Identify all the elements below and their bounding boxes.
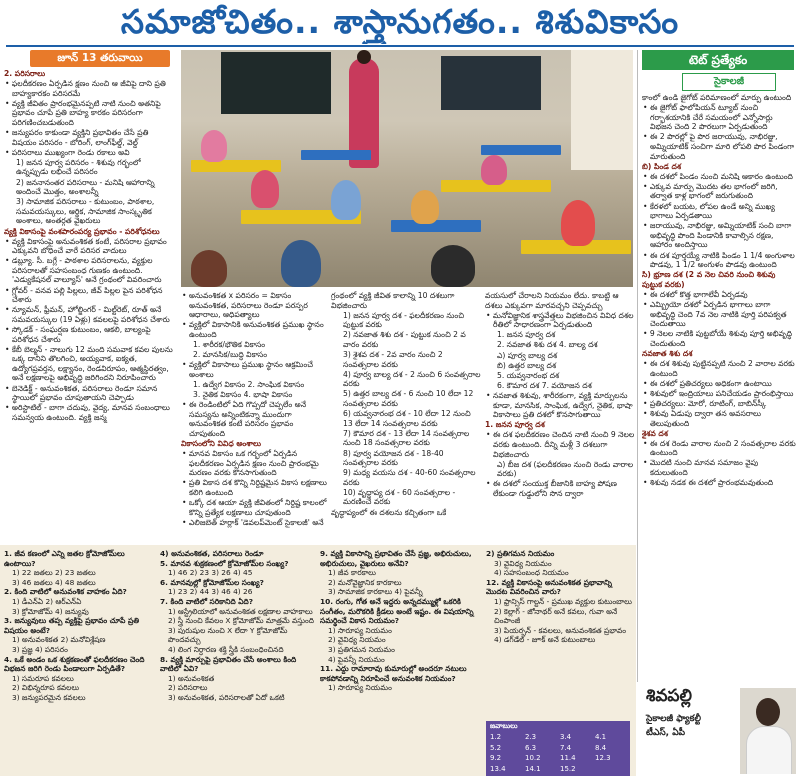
subheading: బి) పిండ దశ [642,161,682,171]
paragraph: • మనోవిజ్ఞానిక శాస్త్రవేత్తలు విభజించిన వివిధ దశల రీతిలో సాధారణంగా ఏర్పడుతుంది [485,311,635,330]
paragraph: 10) వృద్ధాప్య దశ - 60 సంవత్సరాల - మరణించే వరకు [343,487,456,507]
answers-row [488,753,628,764]
question-option: 1) డీఎన్ఏ 2) ఆర్ఎన్ఏ [12,596,82,606]
paragraph: ఎ) పూర్వ బాల్య దశ [497,350,558,360]
article-column-2 [181,291,327,543]
paragraph: • ఒక్కో దశ ఆయా వ్యక్తి జీవితంలో నిర్దిష్ట కాలంలో కొన్ని ప్రత్యేక లక్షణాలు చూపుతుంది [181,498,327,517]
question-option: 1) ఆస్ట్రేలియాలో అనువంశికత లక్షణాల వాహకాలు [168,606,313,616]
paragraph: • కేరళలో బయట, లోపల ఉండే అన్ని ముఖ్య భాగాలు ఏర్పడతాయి [642,202,796,221]
question-option: 3) పురుషుల నుంచి X లేదా Y క్రోమోజోమ్ పొందవచ్చు [168,625,288,645]
answers-table [488,732,628,774]
subheading: నవజాత శిశు దశ [642,348,693,358]
paragraph: • జరాయువు, నాభిరజ్జు, అమ్నియాటిక్ సంచి బాగా అభివృద్ధి పొంది పిండానికి కావాల్సిన రక్షణ, ఆహారం అందిస్తాయి [642,221,796,250]
paragraph: • కేబీ బెల్మన్ - నాలుగు 12 మంది సమవాక కవల పులను ఒక్క దానిని తొలగించి, అయ్యవాక, ఐక్యత, ఉద్యోగప్రవర్తన, లక్ష్యానం, రెండవిరూపం, ఆత్మస్థిరత్వం, అనే లక్షణాలపై అభివృద్ధి జరిగిందని నిరూపించారు [4,345,175,383]
question: 4. ఒకే అండం ఒక శుక్రకణంతో ఫలదీకరణం చెంది విభజన జరిగి రెండు పిండాలుగా ఏర్పడితే? [4,654,145,674]
author-designation: సైకాలజీ ఫ్యాకల్టీ [646,714,701,724]
subheading: వికాసంలోని వివిధ అంశాలు [181,438,261,448]
paragraph: • శిశువు నడక ఈ దశలో ప్రారంభమవుతుంది [642,478,796,488]
paragraph: 1) జనన పూర్వ దశ - ఫలదీకరణం నుంచి పుట్టుక వరకు [343,310,465,330]
answers-row [488,743,628,754]
question-option: 4) పైవన్నీ నియమం [328,654,385,664]
paragraph: • వ్యక్తిలో వికాసానికి అనువంశికత ప్రముఖ స్థానం ఉంటుంది [181,320,327,339]
paragraph: • పరిసరాలు ముఖ్యంగా రెండు రకాలు అవి [4,148,175,158]
blackboard-right [441,56,541,110]
question: 9. వ్యక్తి వికాసాన్ని ప్రభావితం చేసే ప్రజ్ఞ, అభిరుచులు, అభిరుచులు, వైఖరులు అనేవి? [320,549,472,568]
answer-cell: 14.1 [525,764,541,773]
question-option: 3) సామాజిక కారకాలు 4) పైవన్నీ [328,587,423,597]
paragraph: • మానవ వికాసం ఒక గర్భంలో ఏర్పడిన ఫలదీకరణం ఏర్పడిన క్షణం నుంచి ప్రారంభమై మరణం వరకు కొనసాగుతుంది [181,449,327,478]
subheading: శైశవ దశ [642,428,668,438]
answer-cell: 5.2 [490,743,502,752]
answer-cell: 11.4 [560,754,576,763]
paragraph: • డబ్ల్యూ. సీ. బగ్లే - పాఠశాల పరిసరాలను, వ్యక్తుల పరిసరాలతో సహసంబంధ గుణకం ఉంటుంది. 'ఎడ్యుకేషనల్ వాల్యూస్' అనే గ్రంథంలో వివరించారు [4,256,175,285]
question-option: 3) 46 జతలు 4) 48 జతలు [12,577,96,587]
paragraph: • ఈ దశ ఫలదీకరణం చెందిన నాటి నుంచి 9 నెలల వరకు ఉంటుంది. దీన్ని మళ్లీ 3 దశలుగా విభజించారు [485,430,635,459]
paragraph: • ప్రతిచర్యలు: మోరో, రూటింగ్, బాబిన్‌స్కీ [642,399,796,409]
article-column-3 [331,291,481,543]
window [571,50,633,170]
paragraph: • ఈ దశలో ప్రతిచర్యలు అధికంగా ఉంటాయి [642,379,796,389]
question: 1. జీవ కణంలో ఎన్ని జతల క్రోమోజోమ్‌లు ఉంటాయి? [4,549,125,568]
question-option: 3) వైవిధ్య నియమం [494,558,552,568]
paragraph: • స్కోడక్ - సంఘర్షణ కుటుంబం, ఆకలి, బాల్యంపై పరిశోధన చేశారు [4,325,175,344]
student [281,240,321,287]
question: 4) అనువంశికత, పరిసరాలు రెండూ [160,549,264,558]
answers-title: జవాబులు [490,722,518,730]
answers-row [488,764,628,775]
questions-column-2 [160,549,315,774]
question: 2. కింది వాటిలో అనువంశిక వాహకం ఏది? [4,587,127,597]
question: 2) ప్రతిగమన నియమం [486,549,555,558]
answer-cell: 8.4 [595,743,607,752]
author-shirt [746,726,792,774]
paragraph: • బెనెడిక్ట్ - అనువంశికత, పరిసరాలు రెండూ సమాన స్థాయిలో ప్రభావం చూపుతాయని చెప్పాడు [4,384,175,403]
paragraph: • వ్యక్తి జీవితం ప్రారంభమైనప్పటి నాటి నుంచి అతనిపై ప్రభావం చూపే ప్రతి బాహ్య కారకం పరిసరంగా పరిగణించబడుతుంది [4,99,175,128]
paragraph: 2) నవజాత శిశు దశ - పుట్టుక నుంచి 2 వ వారం వరకు [343,330,466,349]
article-column-4 [485,291,635,543]
blackboard [221,52,331,114]
student [411,190,439,224]
author-place: టీఎస్, ఏపీ [646,728,686,738]
answer-cell: 6.3 [525,743,537,752]
answer-cell: 12.3 [595,754,611,763]
paragraph: 1. శారీరక/భౌతిక వికాసం [193,339,266,349]
desk [481,145,561,155]
author-head [756,698,780,726]
question: 6. మానవుల్లో క్రోమోజోమ్‌ల సంఖ్య? [160,577,264,587]
special-banner: టెట్ ప్రత్యేకం [642,50,794,70]
paragraph: 3) సామాజిక పరిసరాలు - కుటుంబం, పాఠశాల, సమవయస్కులు, ఆర్థిక, సామాజిక సాంస్కృతిక అంశాలు, అంతర్గత వైఖరులు [16,197,155,226]
question-option: 2) వైవిధ్య నియమం [328,635,386,645]
article-column-5 [642,93,796,682]
paragraph: • వ్యక్తిలో వికాసాలు ప్రముఖ స్థానం ఆక్రమించే అంశాలు [181,360,327,379]
answer-cell: 1.2 [490,733,502,742]
question-option: 1) జీవ కారకాలు [328,568,376,578]
teacher-head [357,50,371,64]
paragraph: • 9 నెలల నాటికి పుట్టబోయే శిశువు పూర్తి అభివృద్ధి చెందుతుంది [642,329,796,348]
paragraph: • ఎమ్బ్రియో దశలో ఏర్పడిన భాగాలు బాగా అభివృద్ధి చెంది 7వ నెల నాటికి పూర్తి పరిపక్వత చెందుతాయి [642,300,796,329]
paragraph: వృద్ధాప్యంలో ఈ దశలను కచ్చితంగా ఒకే [331,507,447,517]
paragraph: • ఈ దశలో పిండం నుంచి మనిషి ఆకారం ఉంటుంది [642,172,796,182]
paragraph: • శిశువు ఏడుపు ద్వారా తన అవసరాలు తెలుపుతుంది [642,409,796,428]
desk [391,220,481,232]
student [561,200,595,246]
paragraph: • ఎలిజబెత్ హర్లాక్ 'డెవలప్‌మెంట్ సైకాలజీ' అనే [181,518,327,528]
question-option: 1) అనువంశికత [168,673,215,683]
answer-cell: 10.2 [525,754,541,763]
question: 7. కింది వాటిలో సరికానిది ఏది? [160,596,254,606]
headline: సమాజోచితం.. శాస్త్రానుగతం.. శిశువికాసం [120,2,680,41]
paragraph: • ఎక్కువ మార్పు మొదట తల భాగంలో జరిగి, తర్వాత కాళ్ల భాగంలో జరుగుతుంది [642,182,796,201]
subheading: సి) భ్రూణ దశ (2 వ నెల చివరి నుంచి శిశువు పుట్టుక వరకు) [642,270,776,289]
author-block [640,684,800,776]
paragraph: • ఈ జైగోట్ ఫాలోపియన్ ట్యూబ్ నుంచి గర్భాశయానికి చేరే సమయంలో ఎన్నోసార్లు విభజన చెంది 2 పొరలుగా ఏర్పడుతుంది [642,103,796,132]
subheading: 2. పరిసరాలు [4,69,46,78]
paragraph: 2. మానసిక/బుద్ధి వికాసం [193,350,268,360]
answer-cell: 15.2 [560,764,576,773]
question-option: 2) కెల్లాగ్ - జోనాథర్ అనే కవలు, గువా అనే చింపాంజీ [494,606,618,626]
paragraph: • నవజాత శిశువు, శారీరకంగా, వ్యక్తి మార్పులను కూడా, మానసిక, సాంఘిక, ఉద్వేగ, నైతిక, భాషా వికాసాలు ప్రతి దశలో కొనసాగుతాయి [485,391,635,420]
paragraph: • గ్లోవర్ - వనవ పల్లి పిల్లలు, జీవ్ పిల్లల పైన పరిశోధన చేశారు [4,286,175,305]
paragraph: • ఈ దశలో సంయుక్త బీజానికి బాహ్య పోషణ లేకుండా గుడ్డులోని సొన ద్వారా [485,479,635,498]
question-option: 1) సారూప్య నియమం [328,625,392,635]
column-divider [637,50,638,682]
paragraph: 7) కౌమార దశ - 13 లేదా 14 సంవత్సరాల నుంచి 18 సంవత్సరాల వరకు [343,428,470,448]
question-option: 3) జన్యుపరమైన కవలలు [12,692,86,702]
author-photo [740,688,796,774]
question: 5. మానవ శుక్రకణంలో క్రోమోజోమ్‌ల సంఖ్య? [160,558,289,568]
answer-cell [593,764,628,775]
paragraph: 3. నైతిక వికాసం 4. భాషా వికాసం [193,389,293,399]
question: 11. ఎద్దు రామారావు కుమారుల్లో అందరూ నటులు కాకపోవడాన్ని నిరూపించే అనువంశిక నియమం? [320,664,467,683]
answers-row [488,732,628,743]
paragraph: • వ్యక్తి వికాసంపై అనువంశికత కంటే, పరిసరాల ప్రభావం ఎక్కువని బోధించే వారే పరిసర వాదులు [4,237,175,256]
question-option: 3) అనువంశికత, పరిసరాలతో ఏదో ఒకటి [168,692,285,702]
student [201,130,227,162]
question: 8. వ్యక్తి మార్పుపై ప్రభావితం చేసే అంశాలు కింది వాటిలో ఏవి? [160,654,297,674]
desk [301,150,371,160]
question-option: 2) మనోవైజ్ఞానిక కారకాలు [328,577,402,587]
paragraph: 5. యవ్వనారంభ దశ [497,370,560,380]
question-option: 1) సమరూప కవలలు [12,673,74,683]
question-option: 2) పరిసరాలు [168,683,208,693]
answer-cell: 9.2 [490,754,502,763]
student [191,250,227,287]
questions-column-1 [4,549,154,774]
questions-column-3 [320,549,480,774]
paragraph: గ్రంథంలో వ్యక్తి జీవిత కాలాన్ని 10 దశలుగా విభజించారు [331,291,455,310]
question-option: 2) స్త్రీ నుంచి కేవలం X క్రోమోజోమ్ మాత్రమే వస్తుంది [168,616,314,626]
question: 3. జన్యువులు తప్ప వ్యక్తిపై ప్రభావం చూపే ప్రతి విషయం అంటే? [4,616,139,635]
answers-box [486,721,630,776]
question-option: 3) క్రోమోజోమ్ 4) జన్యువు [12,606,89,616]
section-tag: జూన్ 13 తరువాయి [30,50,170,67]
paragraph: • మొదటి నుంచి మానవ సమాజం వైపు కదులుతుంది [642,458,796,477]
question-option: 1) అనువంశికత 2) మనోవిశ్లేషణ [12,635,106,645]
paragraph: • ఈ రెండింటిలో ఏది గొప్పదో చెప్పలేం అనే సమస్యను అన్నింటికన్నా ముందుగా అనువంశికత కంటే పరిసరం ప్రభావం చూపుతుంది [181,400,327,438]
question-option: 3) పియర్సన్ - కవలలు, అనువంశికత ప్రభావం [494,625,626,635]
author-name: శివపల్లి [646,686,692,706]
question-option: 2) విభిన్నరూప కవలలు [12,683,80,693]
paragraph: 9) మధ్య వయసు దశ - 40-60 సంవత్సరాల వరకు [343,468,476,487]
paragraph: 6) యవ్వనారంభ దశ - 10 లేదా 12 నుంచి 13 లేదా 14 సంవత్సరాల వరకు [343,409,471,428]
paragraph: 2. నవజాత శిశు దశ 4. బాల్య దశ [497,340,598,350]
paragraph: కాంలో ఉండి జైగోట్ పరిమాణంలో మార్పు ఉంటుంది [642,93,792,102]
paragraph: 6. కౌమార దశ 7. వయోజన దశ [497,380,592,390]
paragraph: 3) శైశవ దశ - 2వ వారం నుంచి 2 సంవత్సరాల వరకు [343,350,443,369]
question-option: 1) 23 2) 44 3) 46 4) 26 [168,587,253,597]
subheading: 1. జనన పూర్వ దశ [485,420,545,430]
paragraph: వయసులో చేరాలని నియమం లేదు. కాబట్టి ఆ దశలు ఎక్కువగా మారవచ్చని చెప్పవచ్చు [485,291,619,310]
student [481,155,507,185]
answer-cell: 13.4 [490,764,506,773]
question-option: 4) లింగ నిర్ధారణ శక్తి స్త్రీకి సంబంధించినది [168,644,284,654]
question-option: 1) ఫ్రాన్సిస్ గాల్టన్ - ప్రముఖ వ్యక్తుల కుటుంబాలు [494,596,632,606]
paragraph: 1. జనన పూర్వ దశ [497,330,556,340]
headline-rule [6,45,794,47]
paragraph: 1) జనన పూర్వ పరిసరం - శిశువు గర్భంలో ఉన్నప్పుడు లభించే పరిసరం [16,157,141,177]
paragraph: 1. ఉద్వేగ వికాసం 2. సాంఘిక వికాసం [193,379,305,389]
paragraph: 8) పూర్వ వయోజన దశ - 18-40 సంవత్సరాల వరకు [343,448,444,468]
question-option: 4) సహసంబంధ నియమం [494,568,569,578]
answer-cell: 3.4 [560,733,572,742]
question-option: 1) సారూప్య నియమం [328,683,392,693]
question: 10. రంగు, గోత అనే ఇద్దరు అన్నదమ్ముళ్లో ఒకరికి సంగీతం, మరొకరికి క్రీడలు అంటే ఇష్టం. ఈ విషయాన్ని సమర్థించే వికాస నియమం? [320,596,474,626]
questions-column-4 [486,549,634,719]
question: 12. వ్యక్తి వికాసంపై అనువంశికత ప్రభావాన్ని మొదట వివరించిన వారు? [486,577,612,597]
article-column-1 [4,69,175,544]
paragraph: 2) జననానంతర పరిసరాలు - మనిషి ఆహారాన్ని అందించే మొత్తం, అంశాలన్నీ [16,177,155,197]
paragraph: • ఈ దశ రెండు వారాల నుంచి 2 సంవత్సరాల వరకు ఉంటుంది [642,439,796,458]
student [431,245,475,287]
paragraph: 4) పూర్వ బాల్య దశ - 2 నుంచి 6 సంవత్సరాల వరకు [343,369,481,389]
question-option: 4) డగ్‌డేల్ - జూక్ అనే కుటుంబాలు [494,635,596,645]
answer-cell: 7.4 [560,743,572,752]
paragraph: 5) ఉత్తర బాల్య దశ - 6 నుంచి 10 లేదా 12 సంవత్సరాల వరకు [343,389,474,409]
student [331,180,361,220]
paragraph: ఎ) బీజ దశ (ఫలదీకరణం నుంచి రెండు వారాల వరకు) [497,459,634,479]
paragraph: • అనువంశికత x పరిసరం = వికాసం అనువంశికత, పరిసరాలు రెండూ పరస్పర ఆధారాలు, ఆధిపత్యాలు [181,291,327,320]
paragraph: • ఈ దశ పూర్తయ్యే నాటికి పిండం 1 1/4 అంగుళాల పొడవు, 1 1/2 అంగుళం పొడవు ఉంటుంది [642,251,796,270]
paragraph: • అరిస్టాటిల్ - బాగా చదువు, వైద్య, మానవ సంబంధాలు సమన్వయ ఉంటుంది. వ్యక్తి జన్మ [4,403,175,422]
paragraph: • ఫలదీకరణం ఏర్పడిన క్షణం నుంచి ఆ జీవిపై దాని ప్రతి బాహ్యకారకం పరిసరమే [4,79,175,98]
answer-cell: 4.1 [595,733,607,742]
paragraph: • శిశువులో ఇంద్రియాలు పనిచేయడం ప్రారంభిస్తాయి [642,389,796,399]
answer-cell: 2.3 [525,733,537,742]
question-option: 3) ప్రజ్ఞ 4) పరిసరం [12,644,68,654]
paragraph: • న్యూమన్, ఫ్రీమన్, హోల్జింగర్ - మిల్ట్‌రెట్, రూత్ అనే సమవయస్కుల (19 ఏళ్లు) కవలలపై పరిశోధన చేశారు [4,305,175,324]
paragraph: • ఈ దశలో కొత్త భాగాలేవీ ఏర్పడవు [642,290,796,300]
paragraph: • ప్రతి వికాస దశ కొన్ని నిర్దిష్టమైన వికాస లక్షణాలు కలిగి ఉంటుంది [181,478,327,497]
subject-label: సైకాలజీ [682,73,776,91]
student [251,170,279,208]
question-option: 1) 22 జతలు 2) 23 జతలు [12,568,96,578]
paragraph: • జన్యుపరం కాకుండా వ్యక్తిని ప్రభావితం చేసే ప్రతి విషయం పరిసరం - బోరింగ్, లాంగ్‌ఫీల్డ్, వెల్డ్ [4,128,175,147]
paragraph: బి) ఉత్తర బాల్య దశ [497,360,557,370]
paragraph: • ఈ దశ శిశువు పుట్టినప్పటి నుంచి 2 వారాల వరకు ఉంటుంది [642,359,796,378]
question-option: 3) ప్రతిగమన నియమం [328,644,395,654]
classroom-photo [181,50,633,287]
subheading: వ్యక్తి వికాసంపై వంశపారంపర్య ప్రభావం - పరిశోధనలు [4,226,160,236]
paragraph: • ఈ 2 పొరల్లో పై పొర జరాయువు, నాభిరజ్జు, అమ్నియాటిక్ సంచిగా మారి లోపలి పొర పిండంగా మారుతుంది [642,132,796,161]
question-option: 1) 46 2) 23 3) 26 4) 45 [168,568,253,578]
